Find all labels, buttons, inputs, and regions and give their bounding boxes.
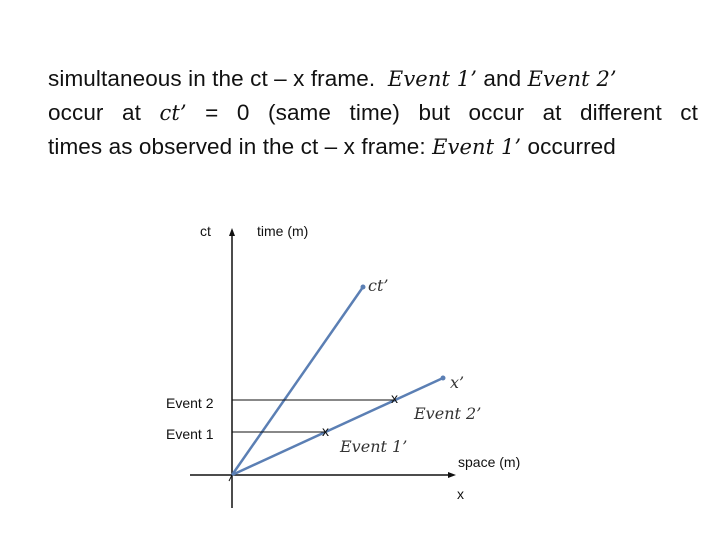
event-1-label: Event 1 — [166, 426, 214, 442]
x-axis-label: x — [457, 486, 464, 502]
text-segment: = 0 (same time) but occur at different ct — [205, 100, 699, 125]
math-event-1-prime: Event 1’ — [432, 135, 522, 159]
event-2-prime-marker: x — [391, 390, 398, 406]
ct-axis-label: ct — [200, 223, 211, 239]
x-prime-axis — [232, 378, 443, 475]
text-segment: and — [483, 66, 522, 91]
event-2-label: Event 2 — [166, 395, 214, 411]
text-segment: occur at — [48, 100, 141, 125]
ct-prime-label: ct’ — [368, 276, 389, 295]
math-event-2-prime: Event 2’ — [527, 67, 617, 91]
space-unit-label: space (m) — [458, 454, 521, 470]
event-1-prime-marker: x — [322, 423, 329, 439]
math-ct-prime: ct’ — [159, 101, 187, 125]
math-event-1-prime: Event 1’ — [387, 67, 478, 91]
text-segment: occurred — [527, 134, 616, 159]
x-prime-axis-end — [441, 376, 446, 381]
x-prime-label: x’ — [450, 373, 465, 392]
event-2-prime-label: Event 2’ — [414, 404, 482, 423]
text-segment: times as observed in the ct – x frame: — [48, 134, 426, 159]
ct-axis-arrowhead — [229, 228, 235, 236]
ct-prime-axis-end — [361, 285, 366, 290]
x-axis-arrowhead — [448, 472, 456, 478]
text-segment: simultaneous in the ct – x frame. — [48, 66, 376, 91]
time-unit-label: time (m) — [257, 223, 309, 239]
event-1-prime-label: Event 1’ — [340, 437, 408, 456]
